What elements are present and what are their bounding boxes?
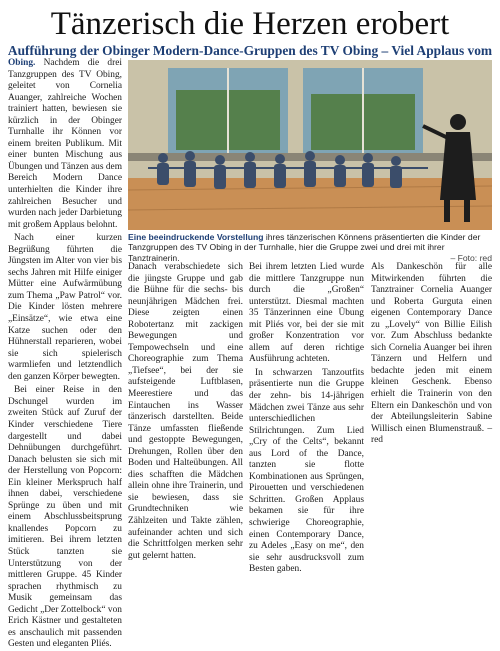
signature: – red bbox=[371, 423, 493, 446]
article-column-4 bbox=[371, 262, 492, 450]
article-column-2 bbox=[128, 262, 243, 561]
paragraph-1-text: Nachdem die drei Tanzgruppen des TV Obing, geleitet von Cornelia Auanger, zahlreiche Wochen trainiert hatten, bewiesen sie kürzlich in der Obinger Turnhalle ihr Können vor einem breiten Publikum. Mit einer bunten Mischung aus Übungen und Tänzen aus dem Bereich Modern Dance unterhielten die Kinder ihre zahlreichen Besucher und wurden nach jeder Darbietung mit großem Applaus belohnt. bbox=[8, 58, 122, 230]
dateline: Obing. bbox=[8, 58, 36, 68]
paragraph-6: In schwarzen Tanzoutfits präsentierte nun die Gruppe der zehn- bis 14-jährigen Mädchen zwei Tänze aus sehr unterschiedlichen Stilrichtungen. Zum Lied „Cry of the Celts“, bekannt aus Lord of the Dance, tanzten sie flotte Kombinationen aus Sprüngen, Pirouetten und verschiedenen Schritten. Großen Applaus bekamen sie für ihre schwierige Choreographie, einen Contemporary Dance, zu Adeles „Easy on me“, den sie sehr ausdrucksvoll zum Besten gaben. bbox=[249, 367, 364, 575]
headline: Tänzerisch die Herzen erobert bbox=[50, 6, 450, 42]
dance-photo bbox=[128, 60, 492, 230]
caption-title: Eine beeindruckende Vorstellung bbox=[128, 232, 264, 242]
paragraph-4: Danach verabschiedete sich die jüngste Gruppe und gab die Bühne für die sechs- bis neunjährigen Mädchen frei. Diese zeigten einen Robotertanz mit zackigen Bewegungen und Tempowechseln und eine Choreographie zum Thema „Tiefsee“, bei der sie aufsteigende Luftblasen, Meerestiere und das Eintauchen ins Wasser tänzerisch darstellten. Beide Tänze umfassten fließende und gestoppte Bewegungen, Drehungen, Rollen über den Boden und Halteübungen. All dies schafften die Mädchen allein ohne ihre Trainerin, und sie bewiesen, dass sie Grundtechniken wie Zählzeiten und Takte zählen, aufeinander achten und sich die Schrittfolgen merken sehr gut gelernt hatten. bbox=[128, 262, 243, 561]
article-column-1 bbox=[8, 58, 122, 650]
paragraph-5: Bei ihrem letzten Lied wurde die mittlere Tanzgruppe nun durch die „Großen“ unterstützt. Diesmal machten 35 Tänzerinnen eine Übung mit Pliés vor, bei der sie mit großer Konzentration vor allem auf deren richtige Ausführung achteten. bbox=[249, 262, 364, 365]
paragraph-7-text: Als Dankeschön für alle Mitwirkenden führten die Tanztrainer Cornelia Auanger und Roberta Gurguta einen eigenen Contemporary Dance zu „Lovely“ von Billie Eilish vor. Zum Abschluss bedankte sich Cornelia Auanger bei ihren Tänzern und Helfern und bedachte jeden mit einem kleinen Geschenk. Ebenso erhielt die Trainerin von den Eltern ein Dankeschön und von der Abteilungsleiterin Sabine Willisch einen Blumenstrauß. bbox=[371, 262, 492, 434]
paragraph-2: Nach einer kurzen Begrüßung führten die Jüngsten im Alter von vier bis sechs Jahren mit Hilfe einiger Mütter eine Aufwärmübung zum Thema „Paw Patrol“ vor. Die Kinder lösten mehrere „Einsätze“, wie etwa eine Katze suchen oder den Hühnerstall reparieren, wobei sie sich spielerisch warmliefen und letztendlich den ganzen Körper bewegten. bbox=[8, 233, 122, 382]
photo-illustration bbox=[128, 60, 492, 230]
photo-credit: – Foto: red bbox=[450, 252, 492, 263]
paragraph-3a: Bei einer Reise in den Dschungel wurden im zweiten Stück auf Zuruf der Kinder verschiedene Tiere dargestellt und dabei Dehnübungen durchgeführt. Danach belusten sie sich mit der Herstellung von Popcorn: Ein kleiner Merkspruch half ihnen dabei, verschiedene Sprünge zu üben und mit einem Abschlussbeitsprung knallendes Popcorn zu imitieren. Bei ihrem letzten Stück tanzten sie Unterstützung von der mittleren Gruppe. 45 Kinder sprachen rhythmisch zu Musik gemeinsam das Gedicht „Der Zottelbock“ von Erich Kästner und gestalteten es anschaulich mit passenden Gesten und eleganten Pliés. bbox=[8, 385, 122, 650]
article-column-3 bbox=[249, 262, 364, 575]
paragraph-7 bbox=[371, 262, 492, 447]
subheadline: Aufführung der Obinger Modern-Dance-Gruppen des TV Obing – Viel Applaus vom bbox=[7, 43, 493, 58]
caption-text: ihres tänzerischen Könnens präsentierten die Kinder der Tanzgruppen des TV Obing in der Turnhalle, hier die Gruppe zwei und drei mit ihrer Tanztrainerin. bbox=[128, 232, 481, 263]
paragraph-1 bbox=[8, 58, 122, 231]
photo-caption bbox=[128, 232, 492, 263]
